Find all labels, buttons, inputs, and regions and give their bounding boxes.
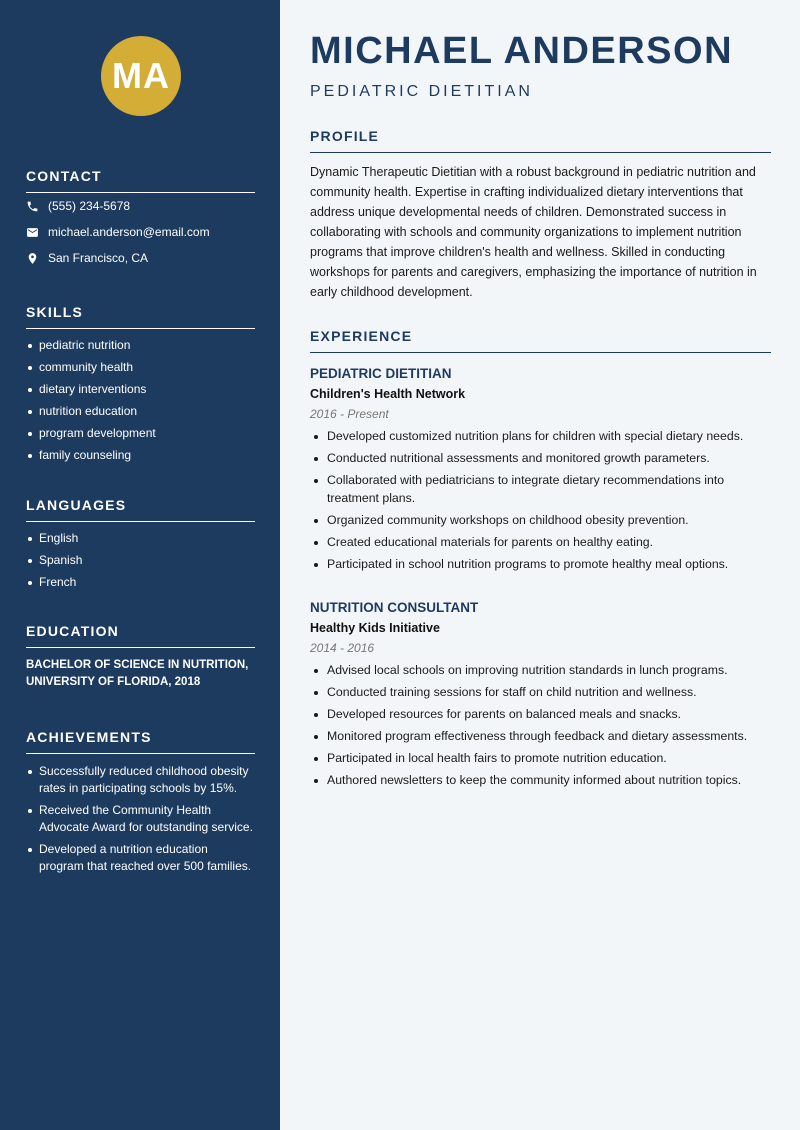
list-item: nutrition education [26, 403, 255, 420]
list-item: Participated in school nutrition programs to promote healthy meal options. [310, 556, 771, 574]
list-item: pediatric nutrition [26, 337, 255, 354]
job-company: Healthy Kids Initiative [310, 621, 440, 635]
list-item: Developed customized nutrition plans for children with special dietary needs. [310, 428, 771, 446]
achievements-section [26, 729, 255, 880]
job-title: NUTRITION CONSULTANT [310, 600, 479, 615]
job-entry [310, 600, 771, 795]
list-item: Organized community workshops on childhood obesity prevention. [310, 512, 771, 530]
list-item: community health [26, 359, 255, 376]
job-bullets [310, 428, 771, 573]
profile-heading: PROFILE [310, 128, 771, 153]
languages-list [26, 530, 255, 591]
email-icon [26, 226, 48, 239]
education-text: BACHELOR OF SCIENCE IN NUTRITION, UNIVERSITY OF FLORIDA, 2018 [26, 659, 249, 688]
phone-text: (555) 234-5678 [48, 199, 131, 213]
skills-list [26, 337, 255, 464]
list-item: Conducted training sessions for staff on child nutrition and wellness. [310, 684, 771, 702]
list-item: Participated in local health fairs to promote nutrition education. [310, 750, 771, 768]
avatar: MA [101, 36, 181, 116]
page-title: MICHAEL ANDERSON [310, 30, 734, 72]
list-item: Developed resources for parents on balanced meals and snacks. [310, 706, 771, 724]
list-item: family counseling [26, 447, 255, 464]
education-heading: EDUCATION [26, 623, 255, 648]
contact-section [26, 168, 255, 271]
contact-heading: CONTACT [26, 168, 255, 193]
job-dates: 2016 - Present [310, 407, 389, 421]
list-item: Collaborated with pediatricians to integrate dietary recommendations into treatment plans. [310, 472, 771, 507]
languages-section [26, 497, 255, 596]
phone-icon [26, 200, 48, 213]
profile-section [310, 128, 771, 302]
list-item: Received the Community Health Advocate Award for outstanding service. [26, 802, 255, 836]
job-bullets [310, 662, 771, 790]
sidebar [0, 0, 280, 1130]
list-item: Developed a nutrition education program that reached over 500 families. [26, 841, 255, 875]
contact-location [26, 245, 255, 271]
skills-section [26, 304, 255, 469]
list-item: English [26, 530, 255, 547]
email-text: michael.anderson@email.com [48, 225, 210, 239]
list-item: Created educational materials for parents on healthy eating. [310, 534, 771, 552]
skills-heading: SKILLS [26, 304, 255, 329]
location-text: San Francisco, CA [48, 251, 149, 265]
job-title-subtitle: PEDIATRIC DIETITIAN [310, 83, 533, 100]
contact-email [26, 219, 255, 245]
job-company: Children's Health Network [310, 387, 466, 401]
location-pin-icon [26, 252, 48, 265]
contact-phone [26, 193, 255, 219]
list-item: Authored newsletters to keep the community informed about nutrition topics. [310, 772, 771, 790]
list-item: dietary interventions [26, 381, 255, 398]
list-item: Successfully reduced childhood obesity rates in participating schools by 15%. [26, 763, 255, 797]
achievements-list [26, 763, 255, 875]
list-item: Spanish [26, 552, 255, 569]
profile-text: Dynamic Therapeutic Dietitian with a robust background in pediatric nutrition and community health. Expertise in crafting individualized dietary interventions that address unique developmental needs of children. Demonstrated success in collaborating with schools and community organizations to implement nutrition programs that improve children's health and wellness. Skilled in conducting workshops for parents and caregivers, emphasizing the importance of nutrition in early childhood development. [310, 165, 757, 299]
job-entry [310, 366, 771, 578]
list-item: program development [26, 425, 255, 442]
achievements-heading: ACHIEVEMENTS [26, 729, 255, 754]
job-dates: 2014 - 2016 [310, 641, 375, 655]
experience-section [310, 328, 771, 353]
education-section [26, 623, 255, 691]
list-item: Monitored program effectiveness through feedback and dietary assessments. [310, 728, 771, 746]
job-title: PEDIATRIC DIETITIAN [310, 366, 452, 381]
list-item: Advised local schools on improving nutrition standards in lunch programs. [310, 662, 771, 680]
list-item: French [26, 574, 255, 591]
list-item: Conducted nutritional assessments and monitored growth parameters. [310, 450, 771, 468]
languages-heading: LANGUAGES [26, 497, 255, 522]
experience-heading: EXPERIENCE [310, 328, 771, 353]
